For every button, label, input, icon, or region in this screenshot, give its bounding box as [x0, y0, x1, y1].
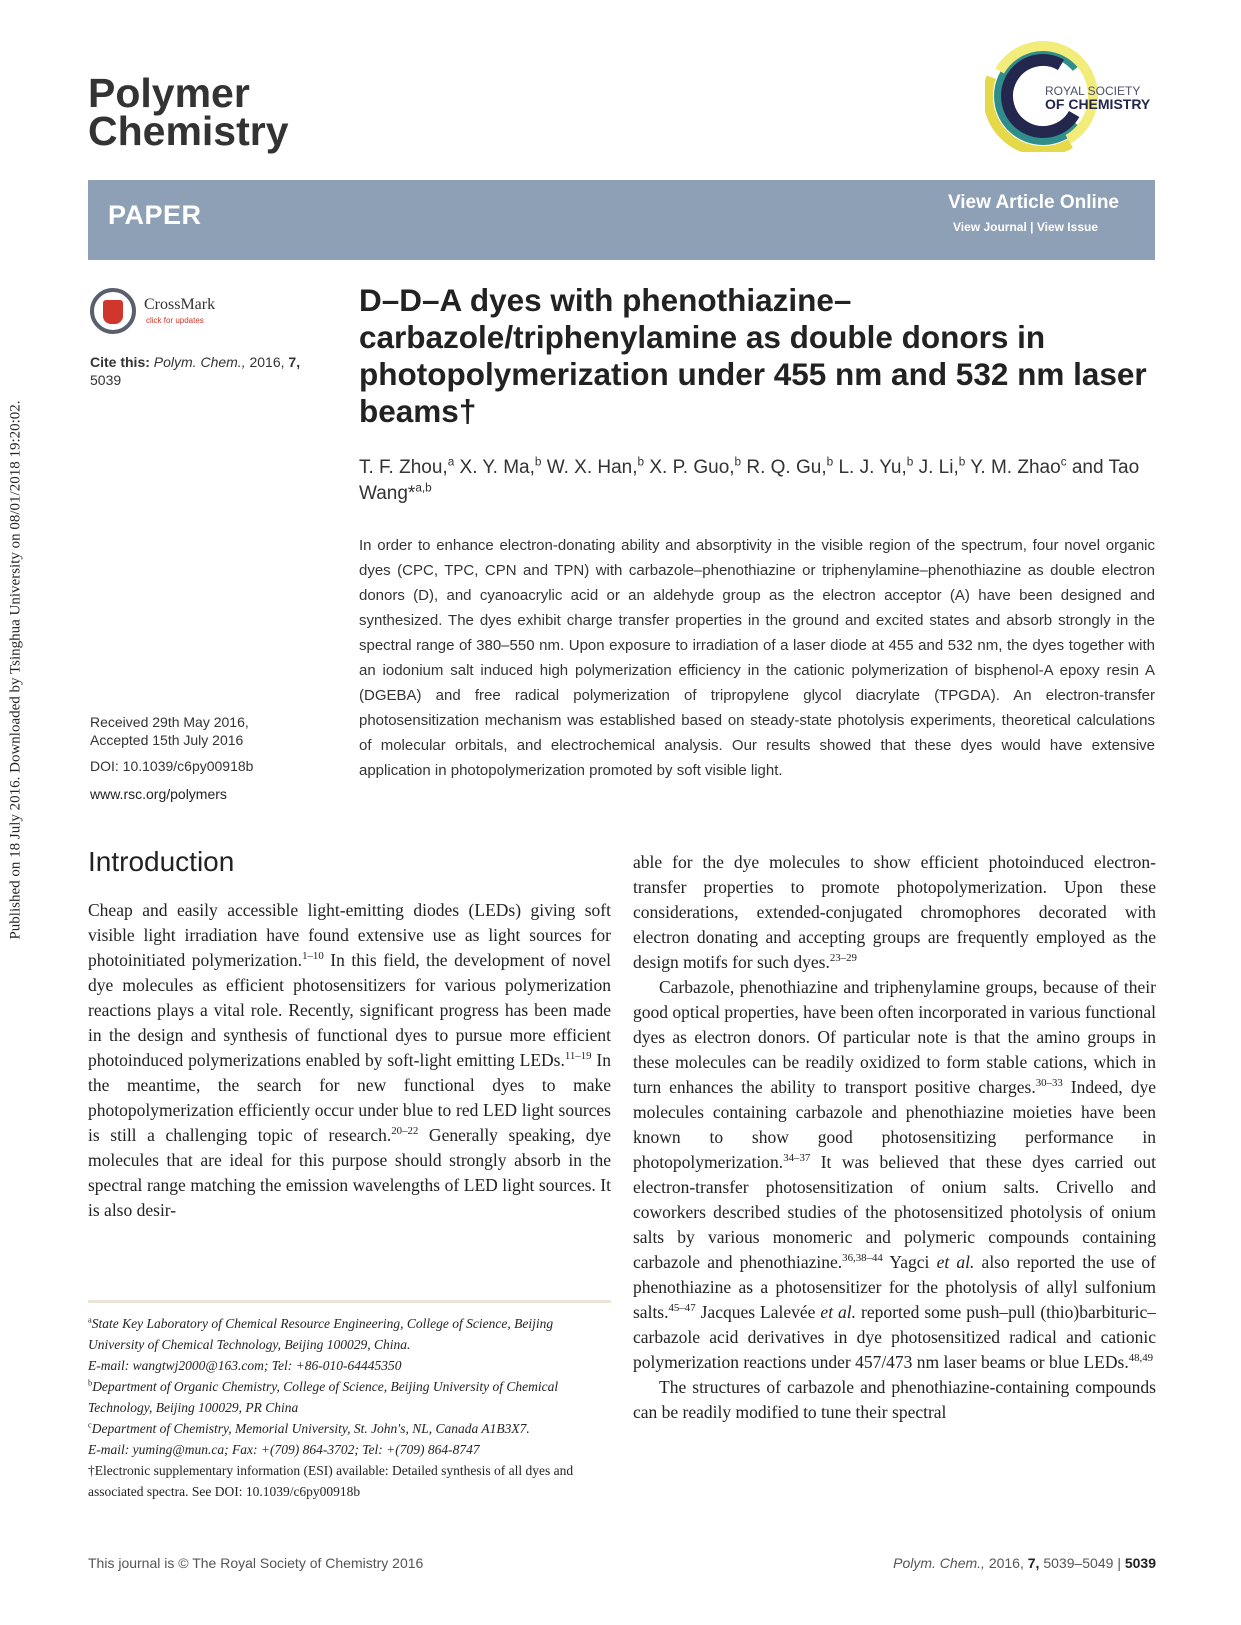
text-run: In the meantime, the search for new functional dyes to make photopolymerization efficiently occur under blue to red LED light sources is still a challenging topic of research. [88, 1050, 611, 1145]
citation-ref[interactable]: 1–10 [302, 950, 324, 963]
footnote-divider [88, 1300, 611, 1303]
doi[interactable]: DOI: 10.1039/c6py00918b [90, 758, 254, 774]
text-run: et al. [936, 1252, 975, 1272]
text-run: Indeed, dye molecules containing carbazole and phenothiazine moieties have been known to show good photosensitizing performance in photopolymerization. [633, 1077, 1156, 1172]
author: Y. M. Zhao$^c$ [970, 455, 1067, 478]
author: X. P. Guo,$^b$ [649, 455, 742, 478]
citation: Cite this: Polym. Chem., 2016, 7, 5039 [90, 354, 301, 388]
abstract: In order to enhance electron-donating ability and absorptivity in the visible region of the spectrum, four novel organic dyes (CPC, TPC, CPN and TPN) with carbazole–phenothiazine or triphenylamine–phenothiazine as double electron donors (D), and cyanoacrylic acid or an aldehyde group as the electron acceptor (A) have been designed and synthesized. The dyes exhibit charge transfer properties in the ground and excited states and absorb strongly in the spectral range of 380–550 nm. Upon exposure to irradiation of a laser diode at 455 and 532 nm, the dyes together with an iodonium salt induced high polymerization efficiency in the cationic polymerization of bisphenol-A epoxy resin A (DGEBA) and free radical polymerization of tripropylene glycol diacrylate (TPGDA). An electron-transfer photosensitization mechanism was established based on steady-state photolysis experiments, theoretical calculations of molecular orbitals, and electrochemical analysis. Our results showed that these dyes would have extensive application in photopolymerization promoted by soft visible light. [359, 537, 1155, 779]
paragraph [633, 975, 1156, 1375]
view-journal-link[interactable]: View Journal [952, 220, 1027, 234]
text-run: The structures of carbazole and phenothiazine-containing compounds can be readily modified to tune their spectral [633, 1377, 1156, 1422]
received-dates: Received 29th May 2016, Accepted 15th July 2016 [90, 714, 249, 748]
text-run: also reported the use of phenothiazine as a photosensitizer for the photolysis of allyl sulfonium salts. [633, 1252, 1157, 1322]
citation-ref[interactable]: 23–29 [829, 952, 857, 965]
section-heading-introduction: Introduction [88, 846, 235, 877]
paragraph [88, 898, 611, 1223]
text-run: able for the dye molecules to show efficient photoinduced electron-transfer properties to promote photopolymerization. Upon these considerations, extended-conjugated chromophores decorated with electron donating and accepting groups are frequently employed as the design motifs for such dyes. [633, 852, 1156, 972]
citation-ref[interactable]: 48,49 [1128, 1352, 1154, 1365]
author: T. F. Zhou,$^a$ [359, 455, 455, 478]
text-run: In this field, the development of novel dye molecules as efficient photosensitizers for various polymerization reactions plays a vital role. Recently, significant progress has been made in the design and synthesis of functional dyes to pursue more efficient photoinduced polymerizations enabled by soft-light emitting LEDs. [88, 950, 611, 1070]
body-column-right [633, 850, 1156, 1425]
citation-ref[interactable]: 30–33 [1035, 1077, 1063, 1090]
esi-note: †Electronic supplementary information (ESI) available: Detailed synthesis of all dyes and associated spectra. See DOI: 10.1039/c6py00918b [88, 1463, 574, 1499]
footnote-c: $^c$Department of Chemistry, Memorial University, St. John's, NL, Canada A1B3X7. E-mail: yuming@mun.ca; Fax: +(709) 864-3702; Tel: +(709) 864-8747 [88, 1420, 530, 1457]
view-links: View Journal | View Issue [952, 220, 1098, 234]
citation-ref[interactable]: 45–47 [668, 1302, 696, 1315]
author: R. Q. Gu,$^b$ [746, 455, 834, 478]
crossmark-badge[interactable]: CrossMark click for updates [90, 288, 240, 336]
author: J. Li,$^b$ [918, 455, 966, 478]
citation-ref[interactable]: 34–37 [783, 1152, 811, 1165]
copyright-footer: This journal is © The Royal Society of Chemistry 2016 [88, 1555, 424, 1571]
citation-ref[interactable]: 20–22 [391, 1125, 419, 1138]
article-title: D–D–A dyes with phenothiazine–carbazole/triphenylamine as double donors in photopolymerization under 455 nm and 532 nm laser beams† [359, 282, 1147, 429]
journal-url-link[interactable]: www.rsc.org/polymers [90, 786, 227, 802]
footnote-b: $^b$Department of Organic Chemistry, College of Science, Beijing University of Chemical Technology, Beijing 100029, PR China [88, 1378, 559, 1415]
citation-ref[interactable]: 36,38–44 [842, 1252, 883, 1265]
text-run: Yagci [882, 1252, 937, 1272]
page-footer: Polym. Chem., 2016, 7, 5039–5049 | 5039 [893, 1555, 1156, 1571]
download-notice: Published on 18 July 2016. Downloaded by Tsinghua University on 08/01/2018 19:20:02. [7, 400, 24, 940]
author-list [359, 455, 1149, 507]
citation-ref[interactable]: 11–19 [564, 1050, 592, 1063]
view-article-online-link[interactable]: View Article Online [947, 192, 1119, 213]
author: and Tao Wang*$^{a,b}$ [359, 457, 1140, 504]
text-run: et al. [820, 1302, 857, 1322]
text-run: reported some push–pull (thio)barbituric–carbazole acid derivatives in dye photosensitized radical and cationic polymerization reactions under 457/473 nm laser beams or blue LEDs. [633, 1302, 1156, 1372]
author: X. Y. Ma,$^b$ [459, 455, 542, 478]
text-run: Generally speaking, dye molecules that are ideal for this purpose should strongly absorb in the spectral range matching the emission wavelengths of LED light sources. It is also desir- [88, 1125, 611, 1220]
text-run: It was believed that these dyes carried out electron-transfer photosensitization of onium salts. Crivello and coworkers described studies of the photosensitized photolysis of onium salts by various monomeric and polymeric compounds containing carbazole and phenothiazine. [633, 1152, 1156, 1272]
text-run: Jacques Lalevée [695, 1302, 821, 1322]
rsc-logo-text: ROYAL SOCIETY OF CHEMISTRY [1045, 84, 1151, 112]
article-banner [88, 180, 1155, 260]
footnote-a: $^a$State Key Laboratory of Chemical Resource Engineering, College of Science, Beijing University of Chemical Technology, Beijing 100029, China. E-mail: wangtwj2000@163.com; Tel: +86-010-64445350 [88, 1315, 554, 1373]
crossmark-icon [90, 288, 136, 334]
body-column-left [88, 898, 611, 1223]
footnotes [88, 1313, 611, 1502]
paragraph [633, 850, 1156, 975]
article-type-label: PAPER [108, 200, 202, 230]
text-run: Carbazole, phenothiazine and triphenylamine groups, because of their good optical properties, have been often incorporated in various functional dyes as electron donors. Of particular note is that the amino groups in these molecules can be readily oxidized to form stable cations, which in turn enhances the ability to transport positive charges. [633, 977, 1156, 1097]
text-run: Cheap and easily accessible light-emitting diodes (LEDs) giving soft visible light irradiation have found extensive use as light sources for photoinitiated polymerization. [88, 900, 611, 970]
paragraph [633, 1375, 1156, 1425]
view-issue-link[interactable]: View Issue [1036, 220, 1098, 234]
rsc-logo[interactable] [985, 40, 1175, 152]
journal-title: Polymer Chemistry [88, 70, 289, 154]
author: L. J. Yu,$^b$ [838, 455, 914, 478]
author: W. X. Han,$^b$ [546, 455, 645, 478]
